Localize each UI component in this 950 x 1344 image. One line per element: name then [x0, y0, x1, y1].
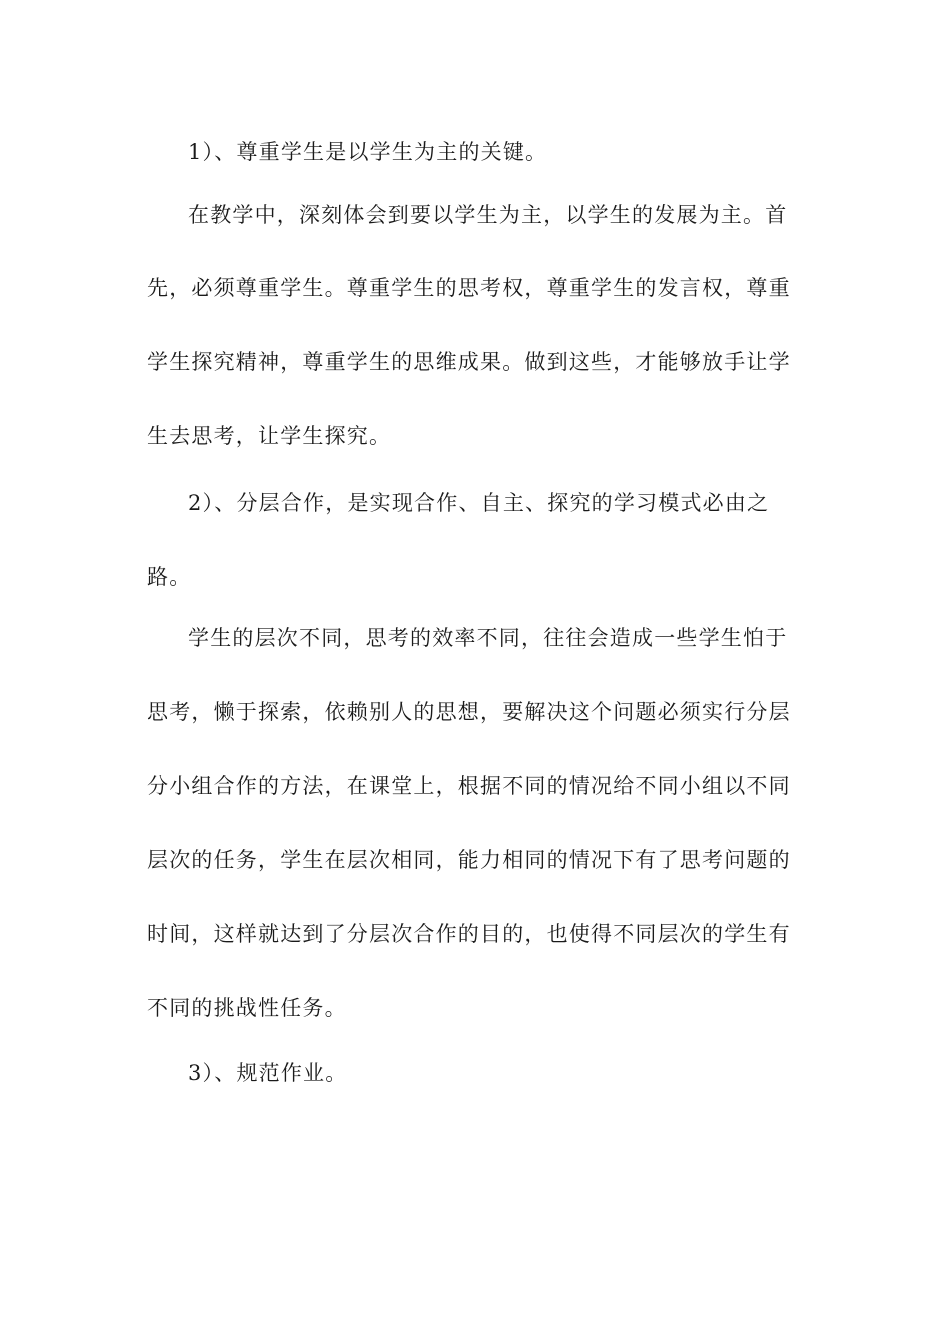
heading-point-1: 1）、尊重学生是以学生为主的关键。 — [188, 140, 548, 164]
paragraph-line: 学生的层次不同，思考的效率不同，往往会造成一些学生怕于 — [188, 626, 788, 650]
paragraph-line: 不同的挑战性任务。 — [147, 996, 347, 1020]
paragraph-line: 思考，懒于探索，依赖别人的思想，要解决这个问题必须实行分层 — [147, 700, 791, 724]
paragraph-line: 层次的任务，学生在层次相同，能力相同的情况下有了思考问题的 — [147, 848, 791, 872]
paragraph-line: 在教学中，深刻体会到要以学生为主，以学生的发展为主。首 — [188, 203, 788, 227]
paragraph-line: 生去思考，让学生探究。 — [147, 424, 392, 448]
heading-point-3: 3）、规范作业。 — [188, 1061, 348, 1085]
heading-point-2-continued: 路。 — [147, 565, 192, 589]
paragraph-line: 先，必须尊重学生。尊重学生的思考权，尊重学生的发言权，尊重 — [147, 276, 791, 300]
heading-point-2: 2）、分层合作，是实现合作、自主、探究的学习模式必由之 — [188, 491, 770, 515]
paragraph-line: 分小组合作的方法，在课堂上，根据不同的情况给不同小组以不同 — [147, 774, 791, 798]
paragraph-line: 学生探究精神，尊重学生的思维成果。做到这些，才能够放手让学 — [147, 350, 791, 374]
paragraph-line: 时间，这样就达到了分层次合作的目的，也使得不同层次的学生有 — [147, 922, 791, 946]
